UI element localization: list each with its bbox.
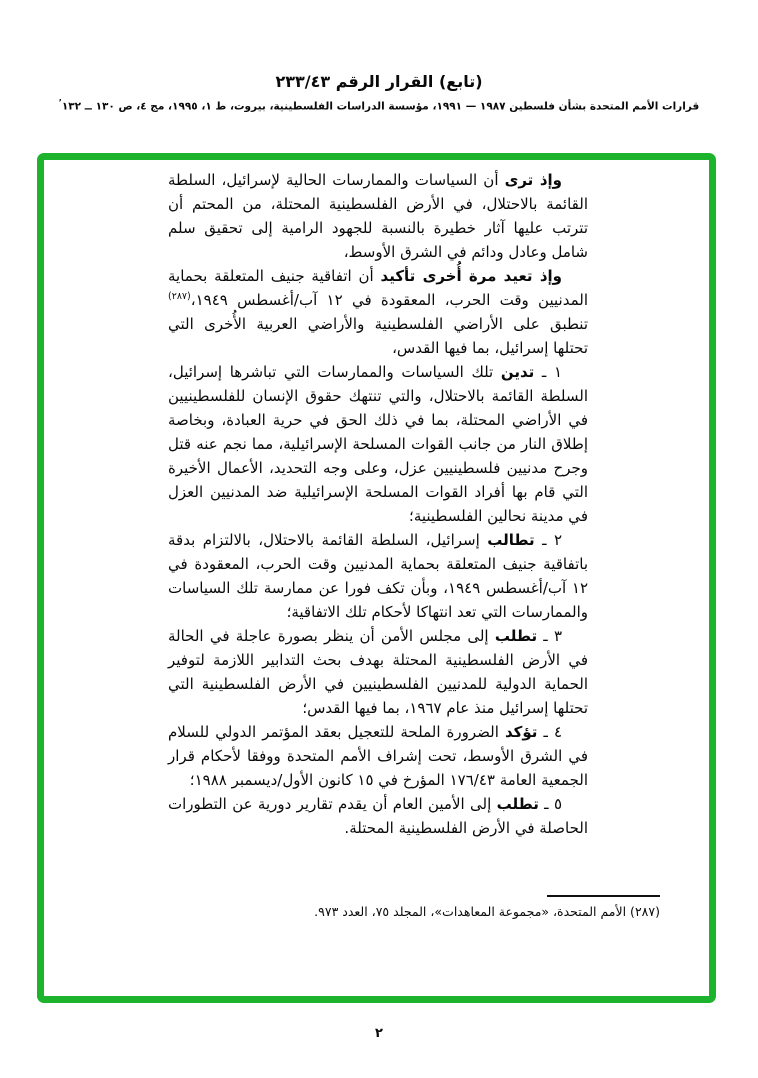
- item-number: ١ ـ: [534, 363, 562, 381]
- operative-paragraph-2: [168, 528, 588, 624]
- item-verb: تطالب: [487, 531, 535, 549]
- preamble-paragraph-2: [168, 264, 588, 360]
- source-citation-text: قرارات الأمم المتحدة بشأن فلسطين ١٩٨٧ — ١٩٩١، مؤسسة الدراسات الفلسطينية، بيروت، ط ١، ١٩٩٥، مج ٤، ص ١٣٠ ــ ١٣٢: [61, 100, 700, 113]
- footnote-text: (٢٨٧) الأمم المتحدة، «مجموعة المعاهدات»، المجلد ٧٥، العدد ٩٧٣.: [314, 904, 660, 919]
- preamble-lead-2: وإذ تعيد مرة أُخرى تأكيد: [380, 267, 563, 285]
- paragraph-text: تنطبق على الأراضي الفلسطينية والأراضي العربية الأُخرى التي تحتلها إسرائيل، بما فيها القدس،: [168, 315, 588, 357]
- footnote-ref-287: (٢٨٧): [168, 291, 191, 302]
- page-header: [0, 72, 758, 113]
- item-number: ٢ ـ: [534, 531, 562, 549]
- item-verb: تؤكد: [504, 723, 538, 741]
- preamble-lead-1: وإذ ترى: [504, 171, 562, 189]
- operative-paragraph-1: [168, 360, 588, 528]
- paragraph-text: إلى الأمين العام أن يقدم تقارير دورية عن التطورات الحاصلة في الأرض الفلسطينية المحتلة.: [168, 795, 588, 837]
- item-verb: تطلب: [494, 627, 538, 645]
- paragraph-text: تلك السياسات والممارسات التي تباشرها إسرائيل، السلطة القائمة بالاحتلال، والتي تنتهك حقوق الإنسان للفلسطينيين في الأراضي المحتلة، بما في ذلك الحق في حرية العبادة، وبخاصة إطلاق النار من جانب القوات المسلحة الإسرائيلية، مما نجم عنه قتل وجرح مدنيين فلسطينيين عزل، وعلى وجه التحديد، الأعمال الأخيرة التي قام بها أفراد القوات المسلحة الإسرائيلية ضد المدنيين العزل في مدينة نحالين الفلسطينية؛: [168, 363, 588, 525]
- operative-paragraph-3: [168, 624, 588, 720]
- item-number: ٤ ـ: [537, 723, 562, 741]
- operative-paragraph-4: [168, 720, 588, 792]
- source-citation: [0, 98, 758, 113]
- resolution-text: [168, 168, 588, 840]
- page-number: ٢: [375, 1026, 383, 1041]
- item-number: ٥ ـ: [538, 795, 562, 813]
- paragraph-text: أن السياسات والممارسات الحالية لإسرائيل، السلطة القائمة بالاحتلال، في الأرض الفلسطينية المحتلة، من المحتم أن تترتب عليها آثار خطيرة بالنسبة للجهود الرامية إلى تحقيق سلم شامل وعادل ودائم في الشرق الأوسط،: [168, 171, 588, 261]
- paragraph-text: أن اتفاقية جنيف المتعلقة بحماية المدنيين وقت الحرب، المعقودة في ١٢ آب/أغسطس ١٩٤٩،: [168, 267, 588, 309]
- paragraph-text: إلى مجلس الأمن أن ينظر بصورة عاجلة في الحالة في الأرض الفلسطينية المحتلة بهدف بحث التدابير اللازمة لتوفير الحماية الدولية للمدنيين الفلسطينيين في الأرض الفلسطينية التي تحتلها إسرائيل منذ عام ١٩٦٧، بما فيها القدس؛: [168, 627, 588, 717]
- item-verb: تدين: [500, 363, 535, 381]
- footnote-separator-rule: [547, 895, 660, 897]
- item-number: ٣ ـ: [537, 627, 562, 645]
- operative-paragraph-5: [168, 792, 588, 840]
- footnote-block: [288, 895, 660, 921]
- page-title: (تابع) القرار الرقم ٢٣٣/٤٣: [275, 72, 483, 91]
- source-citation-mark: ’: [58, 98, 62, 107]
- preamble-paragraph-1: [168, 168, 588, 264]
- paragraph-text: الضرورة الملحة للتعجيل بعقد المؤتمر الدولي للسلام في الشرق الأوسط، تحت إشراف الأمم المتحدة ووفقا لأحكام قرار الجمعية العامة ١٧٦/٤٣ المؤرخ في ١٥ كانون الأول/ديسمبر ١٩٨٨؛: [168, 723, 588, 789]
- item-verb: تطلب: [496, 795, 539, 813]
- paragraph-text: إسرائيل، السلطة القائمة بالاحتلال، بالالتزام بدقة باتفاقية جنيف المتعلقة بحماية المدنيين وقت الحرب، المعقودة في ١٢ آب/أغسطس ١٩٤٩، وبأن تكف فورا عن ممارسة تلك السياسات والممارسات التي تعد انتهاكا لأحكام تلك الاتفاقية؛: [168, 531, 589, 621]
